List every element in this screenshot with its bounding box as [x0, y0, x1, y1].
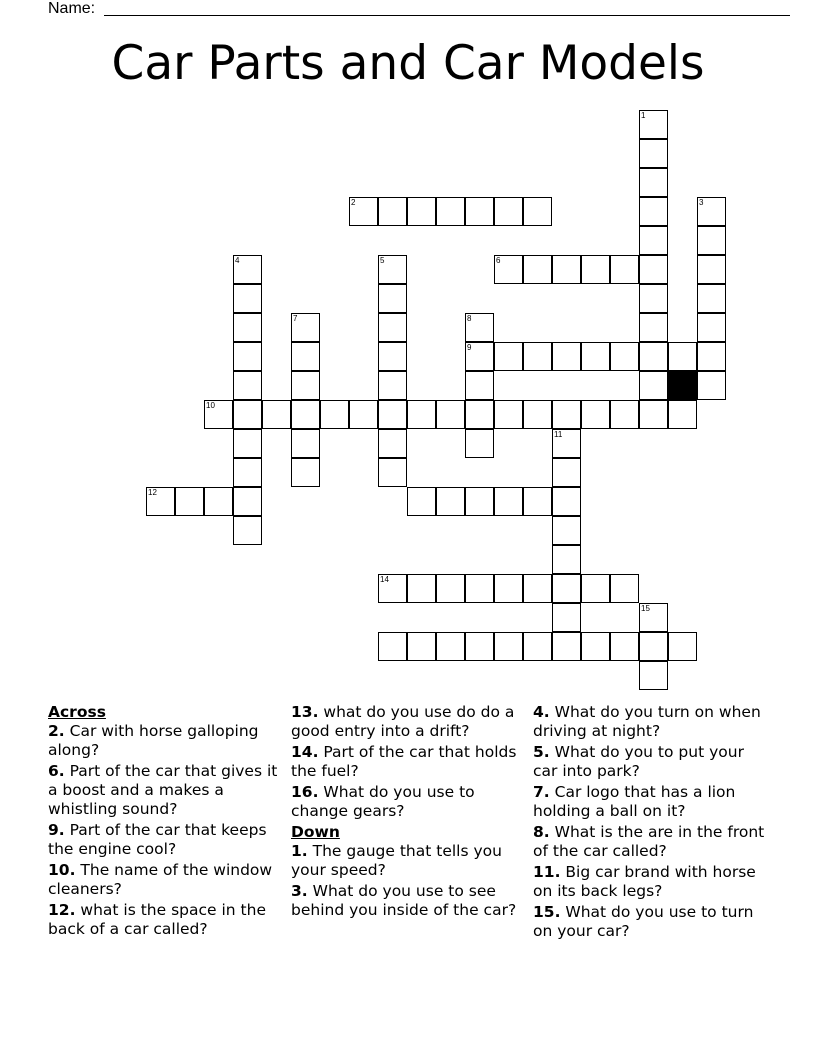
- clue-number: 5.: [533, 743, 550, 761]
- clue-number: 12.: [48, 901, 76, 919]
- grid-cell[interactable]: [581, 400, 610, 429]
- grid-cell[interactable]: [378, 400, 407, 429]
- clue-text: Part of the car that holds the fuel?: [291, 743, 517, 780]
- grid-cell[interactable]: [465, 632, 494, 661]
- cell-number: 1: [641, 111, 646, 120]
- grid-cell[interactable]: [639, 342, 668, 371]
- grid-cell[interactable]: [291, 313, 320, 342]
- grid-cell[interactable]: [233, 516, 262, 545]
- grid-cell[interactable]: [465, 313, 494, 342]
- grid-cell[interactable]: [552, 516, 581, 545]
- clue-text: The name of the window cleaners?: [48, 861, 273, 898]
- clue-text: What do you use to turn on your car?: [533, 903, 754, 940]
- clue-column-1: [48, 703, 284, 941]
- cell-number: 2: [351, 198, 356, 207]
- across-heading: Across: [48, 703, 106, 721]
- grid-cell[interactable]: [552, 429, 581, 458]
- grid-cell[interactable]: [349, 197, 378, 226]
- grid-cell[interactable]: [175, 487, 204, 516]
- grid-cell[interactable]: [639, 400, 668, 429]
- clue-number: 8.: [533, 823, 550, 841]
- grid-cell[interactable]: [552, 545, 581, 574]
- grid-cell[interactable]: [552, 632, 581, 661]
- name-label: Name:: [48, 0, 96, 17]
- grid-cell[interactable]: [697, 226, 726, 255]
- cell-number: 14: [380, 575, 389, 584]
- grid-cell[interactable]: [349, 400, 378, 429]
- grid-cell[interactable]: [233, 342, 262, 371]
- grid-cell[interactable]: [494, 574, 523, 603]
- grid-cell[interactable]: [262, 400, 291, 429]
- clue-number: 10.: [48, 861, 76, 879]
- clue-item: [48, 821, 284, 859]
- grid-cell[interactable]: [378, 429, 407, 458]
- cell-number: 10: [206, 401, 215, 410]
- grid-cell[interactable]: [436, 197, 465, 226]
- grid-cell[interactable]: [552, 342, 581, 371]
- cell-number: 15: [641, 604, 650, 613]
- clue-number: 1.: [291, 842, 308, 860]
- grid-cell[interactable]: [523, 574, 552, 603]
- grid-cell[interactable]: [233, 284, 262, 313]
- grid-cell[interactable]: [494, 255, 523, 284]
- grid-cell[interactable]: [436, 574, 465, 603]
- grid-cell[interactable]: [436, 400, 465, 429]
- down-heading: Down: [291, 823, 340, 841]
- grid-cell[interactable]: [465, 574, 494, 603]
- grid-cell[interactable]: [581, 342, 610, 371]
- grid-cell[interactable]: [320, 400, 349, 429]
- grid-cell[interactable]: [465, 371, 494, 400]
- clue-text: What is the are in the front of the car called?: [533, 823, 765, 860]
- clue-text: Part of the car that gives it a boost and a makes a whistling sound?: [48, 762, 278, 818]
- grid-cell[interactable]: [668, 632, 697, 661]
- cell-number: 7: [293, 314, 298, 323]
- grid-cell[interactable]: [697, 255, 726, 284]
- cell-number: 5: [380, 256, 385, 265]
- grid-cell[interactable]: [378, 197, 407, 226]
- grid-cell[interactable]: [378, 632, 407, 661]
- clue-number: 3.: [291, 882, 308, 900]
- cell-number: 12: [148, 488, 157, 497]
- grid-cell[interactable]: [610, 255, 639, 284]
- clue-number: 15.: [533, 903, 561, 921]
- grid-cell[interactable]: [407, 197, 436, 226]
- grid-cell[interactable]: [291, 458, 320, 487]
- clue-text: Car logo that has a lion holding a ball on it?: [533, 783, 736, 820]
- page-title: Car Parts and Car Models: [111, 36, 705, 91]
- clue-item: [291, 783, 527, 821]
- grid-cell[interactable]: [639, 197, 668, 226]
- grid-cell[interactable]: [204, 400, 233, 429]
- grid-cell[interactable]: [610, 574, 639, 603]
- clue-text: Car with horse galloping along?: [48, 722, 259, 759]
- grid-cell[interactable]: [494, 197, 523, 226]
- grid-cell[interactable]: [523, 400, 552, 429]
- grid-cell[interactable]: [523, 487, 552, 516]
- grid-cell[interactable]: [639, 371, 668, 400]
- grid-cell[interactable]: [639, 661, 668, 690]
- clue-text: What do you use to see behind you inside of the car?: [291, 882, 517, 919]
- grid-cell-black: [668, 371, 697, 400]
- grid-cell[interactable]: [291, 400, 320, 429]
- grid-cell[interactable]: [523, 632, 552, 661]
- grid-cell[interactable]: [552, 255, 581, 284]
- grid-cell[interactable]: [465, 487, 494, 516]
- clue-item: [291, 842, 527, 880]
- grid-cell[interactable]: [581, 632, 610, 661]
- clue-item: [48, 861, 284, 899]
- grid-cell[interactable]: [494, 342, 523, 371]
- clue-text: What do you use to change gears?: [291, 783, 475, 820]
- grid-cell[interactable]: [639, 632, 668, 661]
- grid-cell[interactable]: [233, 400, 262, 429]
- grid-cell[interactable]: [523, 255, 552, 284]
- cell-number: 8: [467, 314, 472, 323]
- grid-cell[interactable]: [146, 487, 175, 516]
- clue-item: [533, 903, 769, 941]
- grid-cell[interactable]: [233, 313, 262, 342]
- grid-cell[interactable]: [233, 371, 262, 400]
- grid-cell[interactable]: [378, 371, 407, 400]
- grid-cell[interactable]: [378, 574, 407, 603]
- clue-number: 7.: [533, 783, 550, 801]
- grid-cell[interactable]: [639, 110, 668, 139]
- clue-item: [533, 863, 769, 901]
- grid-cell[interactable]: [581, 574, 610, 603]
- grid-cell[interactable]: [378, 313, 407, 342]
- clue-text: Big car brand with horse on its back legs?: [533, 863, 756, 900]
- grid-cell[interactable]: [552, 603, 581, 632]
- grid-cell[interactable]: [523, 342, 552, 371]
- clue-text: Part of the car that keeps the engine cool?: [48, 821, 267, 858]
- cell-number: 3: [699, 198, 704, 207]
- clue-item: [533, 783, 769, 821]
- clue-item: [533, 743, 769, 781]
- clue-item: [291, 743, 527, 781]
- grid-cell[interactable]: [639, 313, 668, 342]
- grid-cell[interactable]: [465, 197, 494, 226]
- clue-text: what do you use do do a good entry into a drift?: [291, 703, 515, 740]
- grid-cell[interactable]: [581, 255, 610, 284]
- clue-number: 2.: [48, 722, 65, 740]
- grid-cell[interactable]: [204, 487, 233, 516]
- grid-cell[interactable]: [697, 371, 726, 400]
- grid-cell[interactable]: [494, 632, 523, 661]
- grid-cell[interactable]: [668, 400, 697, 429]
- clue-number: 4.: [533, 703, 550, 721]
- cell-number: 4: [235, 256, 240, 265]
- grid-cell[interactable]: [552, 458, 581, 487]
- clue-number: 9.: [48, 821, 65, 839]
- clue-text: What do you turn on when driving at night?: [533, 703, 761, 740]
- grid-cell[interactable]: [697, 313, 726, 342]
- grid-cell[interactable]: [291, 429, 320, 458]
- grid-cell[interactable]: [378, 458, 407, 487]
- grid-cell[interactable]: [697, 284, 726, 313]
- grid-cell[interactable]: [610, 342, 639, 371]
- clue-number: 16.: [291, 783, 319, 801]
- grid-cell[interactable]: [639, 284, 668, 313]
- grid-cell[interactable]: [233, 255, 262, 284]
- grid-cell[interactable]: [639, 139, 668, 168]
- clue-text: The gauge that tells you your speed?: [291, 842, 502, 879]
- clue-text: What do you to put your car into park?: [533, 743, 744, 780]
- grid-cell[interactable]: [233, 487, 262, 516]
- grid-cell[interactable]: [291, 342, 320, 371]
- grid-cell[interactable]: [639, 168, 668, 197]
- grid-cell[interactable]: [610, 400, 639, 429]
- grid-cell[interactable]: [436, 632, 465, 661]
- grid-cell[interactable]: [610, 632, 639, 661]
- grid-cell[interactable]: [233, 429, 262, 458]
- grid-cell[interactable]: [697, 342, 726, 371]
- grid-cell[interactable]: [552, 487, 581, 516]
- clue-column-2: [291, 703, 527, 922]
- clue-text: what is the space in the back of a car called?: [48, 901, 266, 938]
- grid-cell[interactable]: [378, 342, 407, 371]
- grid-cell[interactable]: [378, 284, 407, 313]
- grid-cell[interactable]: [639, 603, 668, 632]
- grid-cell[interactable]: [697, 197, 726, 226]
- clue-number: 14.: [291, 743, 319, 761]
- grid-cell[interactable]: [465, 429, 494, 458]
- grid-cell[interactable]: [639, 226, 668, 255]
- clue-number: 11.: [533, 863, 561, 881]
- grid-cell[interactable]: [436, 487, 465, 516]
- cell-number: 11: [554, 430, 563, 439]
- grid-cell[interactable]: [639, 255, 668, 284]
- clue-item: [48, 762, 284, 819]
- clue-item: [291, 882, 527, 920]
- grid-cell[interactable]: [668, 342, 697, 371]
- grid-cell[interactable]: [465, 400, 494, 429]
- grid-cell[interactable]: [552, 574, 581, 603]
- clue-number: 6.: [48, 762, 65, 780]
- grid-cell[interactable]: [494, 400, 523, 429]
- grid-cell[interactable]: [407, 487, 436, 516]
- grid-cell[interactable]: [407, 400, 436, 429]
- cell-number: 9: [467, 343, 472, 352]
- cell-number: 6: [496, 256, 501, 265]
- grid-cell[interactable]: [378, 255, 407, 284]
- grid-cell[interactable]: [233, 458, 262, 487]
- clue-item: [533, 823, 769, 861]
- grid-cell[interactable]: [291, 371, 320, 400]
- grid-cell[interactable]: [407, 574, 436, 603]
- grid-cell[interactable]: [407, 632, 436, 661]
- clue-item: [48, 901, 284, 939]
- clue-number: 13.: [291, 703, 319, 721]
- grid-cell[interactable]: [523, 197, 552, 226]
- clue-item: [48, 722, 284, 760]
- clue-item: [533, 703, 769, 741]
- clue-item: [291, 703, 527, 741]
- clue-column-3: [533, 703, 769, 943]
- grid-cell[interactable]: [552, 400, 581, 429]
- grid-cell[interactable]: [465, 342, 494, 371]
- grid-cell[interactable]: [494, 487, 523, 516]
